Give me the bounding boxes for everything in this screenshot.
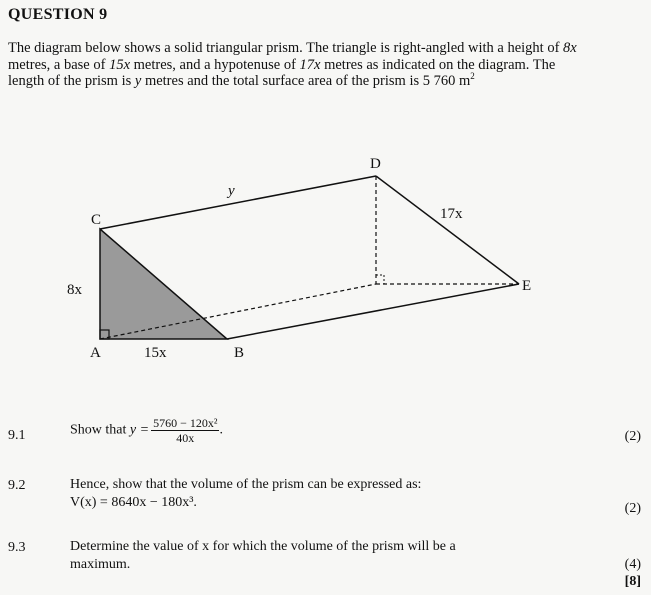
edge-be <box>227 284 519 339</box>
label-y: y <box>228 183 235 199</box>
label-d: D <box>370 156 381 172</box>
question-heading: QUESTION 9 <box>8 6 108 23</box>
label-e: E <box>522 278 532 294</box>
edge-de <box>376 176 519 284</box>
marks-9-2: (2) <box>624 501 641 516</box>
label-15x: 15x <box>144 345 167 361</box>
subquestion-number: 9.1 <box>8 428 26 443</box>
subquestion-number: 9.2 <box>8 478 26 493</box>
edge-cd <box>100 176 376 229</box>
question-intro: The diagram below shows a solid triangular prism. The triangle is right-angled with a height of 8x metres, a base of 15x metres, and a hypotenuse of 17x metres as indicated on the diagram. The length of the prism is y metres and the total surface area of the prism is 5 760 $m^2$ <box>8 40 577 89</box>
subquestion-9-2-text: Hence, show that the volume of the prism can be expressed as: V(x) = 8640x − 180x³. <box>70 477 422 510</box>
subquestion-9-1-text: Show that y = $\frac{\text{5760 − 120x²}}{40x}$ . <box>70 416 223 445</box>
label-8x: 8x <box>67 282 82 298</box>
subquestion-9-3-text: Determine the value of x for which the volume of the prism will be a maximum. <box>70 539 456 572</box>
subquestion-number: 9.3 <box>8 540 26 555</box>
label-b: B <box>234 345 245 361</box>
triangle-face-abc <box>100 229 227 339</box>
right-angle-mark-back <box>376 275 384 284</box>
total-marks: [8] <box>624 574 641 589</box>
label-17x: 17x <box>440 206 463 222</box>
marks-9-3: (4) [8] <box>624 557 641 589</box>
marks-9-1: (2) <box>624 429 641 444</box>
label-c: C <box>91 212 102 228</box>
label-a: A <box>90 345 101 361</box>
fraction: $\frac{\text{5760 − 120x²}}{40x}$ <box>153 416 218 445</box>
